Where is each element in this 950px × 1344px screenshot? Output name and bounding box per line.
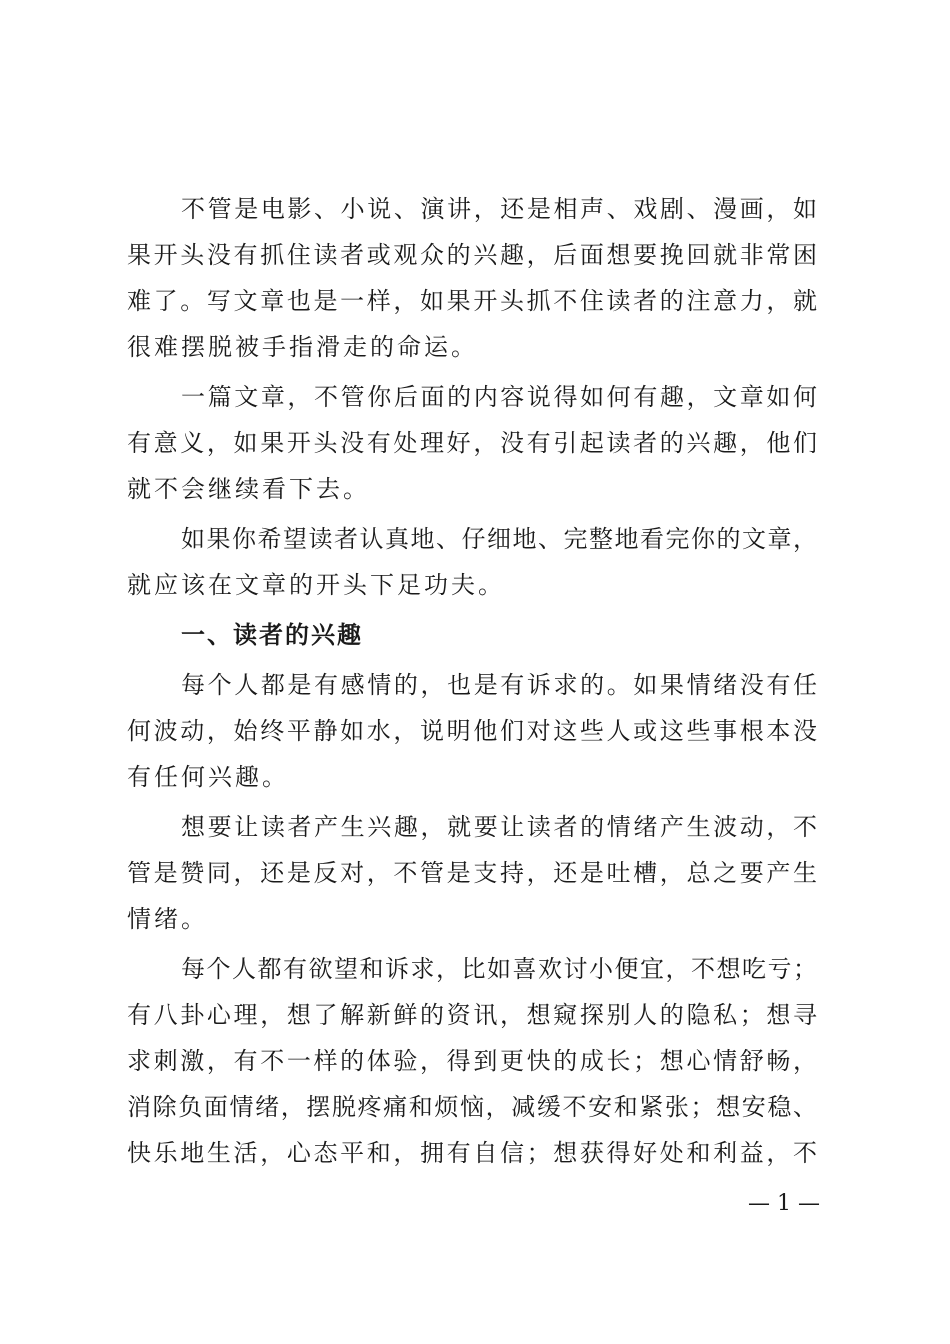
paragraph-7-line-4: 消除负面情绪，摆脱疼痛和烦恼，减缓不安和紧张；想安稳、 — [127, 1093, 817, 1121]
paragraph-2-line-2: 有意义，如果开头没有处理好，没有引起读者的兴趣，他们 — [127, 429, 817, 457]
paragraph-3 — [127, 516, 817, 608]
paragraph-6-line-2: 管是赞同，还是反对，不管是支持，还是吐槽，总之要产生 — [127, 859, 817, 887]
paragraph-3-line-2: 就应该在文章的开头下足功夫。 — [127, 571, 505, 599]
paragraph-1-line-4: 很难摆脱被手指滑走的命运。 — [127, 333, 478, 361]
paragraph-7-line-3: 求刺激，有不一样的体验，得到更快的成长；想心情舒畅， — [127, 1047, 817, 1075]
paragraph-7-line-1: 每个人都有欲望和诉求，比如喜欢讨小便宜，不想吃亏； — [181, 955, 817, 983]
body-text — [127, 186, 817, 1176]
paragraph-1-line-2: 果开头没有抓住读者或观众的兴趣，后面想要挽回就非常困 — [127, 241, 817, 269]
paragraph-6-line-1: 想要让读者产生兴趣，就要让读者的情绪产生波动，不 — [181, 813, 817, 841]
paragraph-7-line-5: 快乐地生活，心态平和，拥有自信；想获得好处和利益，不 — [127, 1139, 817, 1167]
paragraph-7 — [127, 946, 817, 1176]
section-heading: 一、读者的兴趣 — [181, 621, 363, 649]
paragraph-6 — [127, 804, 817, 942]
paragraph-5-line-1: 每个人都是有感情的，也是有诉求的。如果情绪没有任 — [181, 671, 817, 699]
paragraph-7-line-2: 有八卦心理，想了解新鲜的资讯，想窥探别人的隐私；想寻 — [127, 1001, 817, 1029]
paragraph-1 — [127, 186, 817, 370]
paragraph-3-line-1: 如果你希望读者认真地、仔细地、完整地看完你的文章， — [181, 525, 817, 553]
paragraph-2 — [127, 374, 817, 512]
paragraph-5-line-3: 有任何兴趣。 — [127, 763, 289, 791]
paragraph-2-line-1: 一篇文章，不管你后面的内容说得如何有趣，文章如何 — [181, 383, 817, 411]
paragraph-6-line-3: 情绪。 — [127, 905, 208, 933]
paragraph-5-line-2: 何波动，始终平静如水，说明他们对这些人或这些事根本没 — [127, 717, 817, 745]
paragraph-5 — [127, 662, 817, 800]
paragraph-1-line-1: 不管是电影、小说、演讲，还是相声、戏剧、漫画，如 — [181, 195, 817, 223]
paragraph-2-line-3: 就不会继续看下去。 — [127, 475, 370, 503]
page-number: — 1 — — [748, 1191, 820, 1216]
paragraph-1-line-3: 难了。写文章也是一样，如果开头抓不住读者的注意力，就 — [127, 287, 817, 315]
